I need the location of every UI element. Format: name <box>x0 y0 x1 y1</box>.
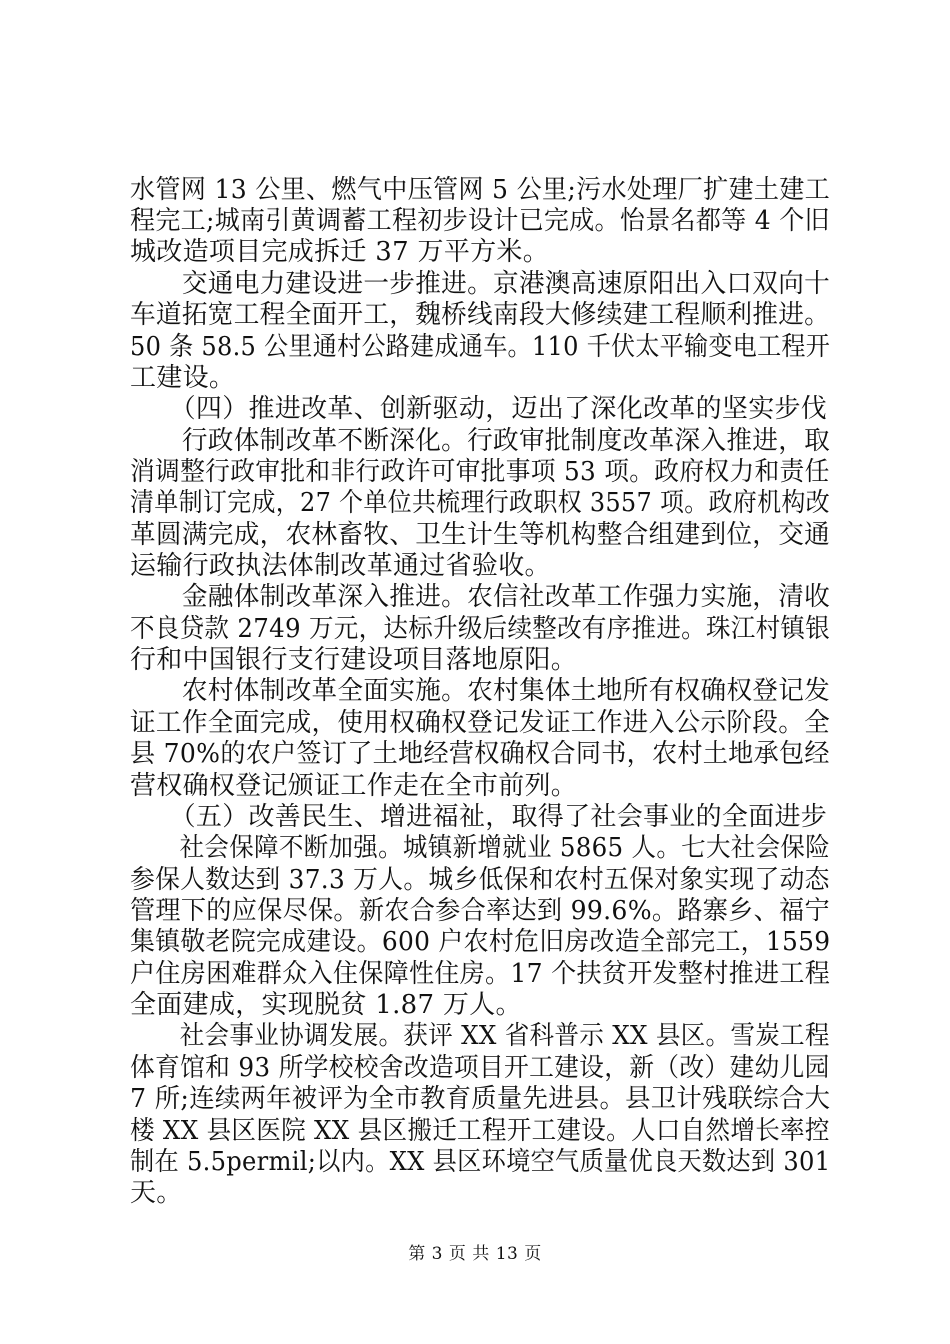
body-line: 制在 5.5permil;以内。XX 县区环境空气质量优良天数达到 301 <box>130 1147 831 1177</box>
body-line: 管理下的应保尽保。新农合参合率达到 99.6%。路寨乡、福宁 <box>130 896 830 926</box>
body-line: 程完工;城南引黄调蓄工程初步设计已完成。怡景名都等 4 个旧 <box>130 206 830 236</box>
body-line: 证工作全面完成，使用权确权登记发证工作进入公示阶段。全 <box>130 708 831 738</box>
body-line: 楼 XX 县区医院 XX 县区搬迁工程开工建设。人口自然增长率控 <box>130 1116 830 1146</box>
body-line: 行和中国银行支行建设项目落地原阳。 <box>130 645 578 675</box>
body-line: 社会保障不断加强。城镇新增就业 5865 人。七大社会保险 <box>130 833 831 863</box>
body-line: 营权确权登记颁证工作走在全市前列。 <box>130 771 578 801</box>
body-line: 体育馆和 93 所学校校舍改造项目开工建设，新（改）建幼儿园 <box>130 1053 830 1083</box>
body-line: 城改造项目完成拆迁 37 万平方米。 <box>130 237 550 267</box>
body-line: 车道拓宽工程全面开工，魏桥线南段大修续建工程顺利推进。 <box>130 300 831 330</box>
body-line: 不良贷款 2749 万元，达标升级后续整改有序推进。珠江村镇银 <box>130 614 831 644</box>
body-line: 户住房困难群众入住保障性住房。17 个扶贫开发整村推进工程 <box>130 959 831 989</box>
body-line: 县 70%的农户签订了土地经营权确权合同书，农村土地承包经 <box>130 739 830 769</box>
body-line: 7 所;连续两年被评为全市教育质量先进县。县卫计残联综合大 <box>130 1084 831 1114</box>
body-line: 社会事业协调发展。获评 XX 省科普示 XX 县区。雪炭工程 <box>130 1021 830 1051</box>
page-number-footer: 第 3 页 共 13 页 <box>408 1244 542 1264</box>
body-line: 清单制订完成，27 个单位共梳理行政职权 3557 项。政府机构改 <box>130 488 830 518</box>
body-line: 行政体制改革不断深化。行政审批制度改革深入推进，取 <box>130 426 831 456</box>
body-line: 参保人数达到 37.3 万人。城乡低保和农村五保对象实现了动态 <box>130 865 830 895</box>
body-line: 集镇敬老院完成建设。600 户农村危旧房改造全部完工，1559 <box>130 927 831 957</box>
body-line: 金融体制改革深入推进。农信社改革工作强力实施，清收 <box>130 582 831 612</box>
body-line: 消调整行政审批和非行政许可审批事项 53 项。政府权力和责任 <box>130 457 830 487</box>
body-line: 交通电力建设进一步推进。京港澳高速原阳出入口双向十 <box>130 269 831 299</box>
body-line: 全面建成，实现脱贫 1.87 万人。 <box>130 990 522 1020</box>
body-line: 50 条 58.5 公里通村公路建成通车。110 千伏太平输变电工程开 <box>130 332 831 362</box>
section-heading: （四）推进改革、创新驱动，迈出了深化改革的坚实步伐 <box>130 394 828 424</box>
section-heading: （五）改善民生、增进福祉，取得了社会事业的全面进步 <box>130 802 828 832</box>
body-line: 革圆满完成，农林畜牧、卫生计生等机构整合组建到位，交通 <box>130 520 831 550</box>
body-line: 农村体制改革全面实施。农村集体土地所有权确权登记发 <box>130 676 831 706</box>
body-line: 水管网 13 公里、燃气中压管网 5 公里;污水处理厂扩建土建工 <box>130 175 831 205</box>
body-line: 工建设。 <box>130 363 236 393</box>
body-line: 运输行政执法体制改革通过省验收。 <box>130 551 551 581</box>
body-line: 天。 <box>130 1178 183 1208</box>
